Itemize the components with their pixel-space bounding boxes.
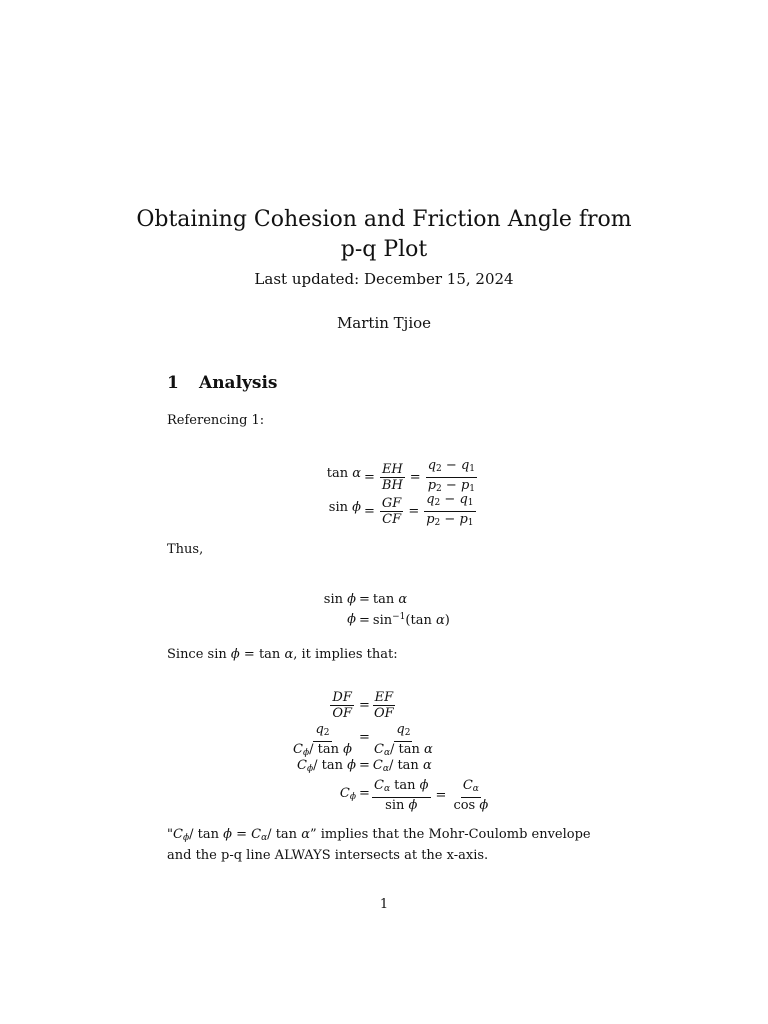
paper-title: Obtaining Cohesion and Friction Angle from p-q Plot <box>136 207 632 262</box>
paragraph-conclusion-text: implies that the Mohr-Coulomb envelope and the p-q line ALWAYS intersects at the x-axis. <box>167 827 591 863</box>
last-updated-date: Last updated: December 15, 2024 <box>254 270 514 288</box>
equation-c-ratio: $C_\phi/$ tan ϕ = $C_\alpha/$ tan α <box>297 758 432 774</box>
equation-q2-ratio: $\frac{q_2}{C_\phi/ \tan \phi}$ = $\frac{q_2}{C_\alpha/ \tan \alpha}$ <box>293 722 433 758</box>
paragraph-since: Since sin ϕ = tan α, it implies that: <box>167 647 398 662</box>
paragraph-thus: Thus, <box>167 542 204 557</box>
section-title: Analysis <box>199 373 278 393</box>
paragraph-since-text: it implies that: <box>301 647 398 662</box>
author-name: Martin Tjioe <box>336 314 432 332</box>
page-number: 1 <box>379 897 389 912</box>
equation-df-of: $\frac{DF}{OF}$ = $\frac{EF}{OF}$ <box>332 690 394 721</box>
equation-sin-phi: sin ϕ = $\frac{GF}{CF}$ = $\frac{q_2 - q_1}{p_2 - p_1}$ <box>328 492 474 528</box>
paragraph-conclusion: "$C_\phi/$ $\tan \phi = C_\alpha/$ tan α” implies that the Mohr-Coulomb envelope and the p-q line ALWAYS intersects at the x-axis. <box>167 827 591 863</box>
equation-tan-alpha: tan α = $\frac{EH}{BH}$ = $\frac{q_2 - q_1}{p_2 - p_1}$ <box>326 458 475 494</box>
section-number: 1 <box>167 373 179 393</box>
equation-c-phi: $C_\phi$ = $\frac{C_\alpha \tan \phi}{\text{sin ϕ}}$ = $\frac{C_\alpha}{\text{cos ϕ}}$ <box>339 778 489 813</box>
equation-phi-arcsin: ϕ = $\sin^{-1}(\tan$ α) <box>347 612 450 628</box>
paragraph-referencing: Referencing 1: <box>167 413 265 428</box>
equation-sin-equals-tan: sin ϕ = tan α <box>323 592 408 607</box>
section-heading <box>167 373 278 393</box>
